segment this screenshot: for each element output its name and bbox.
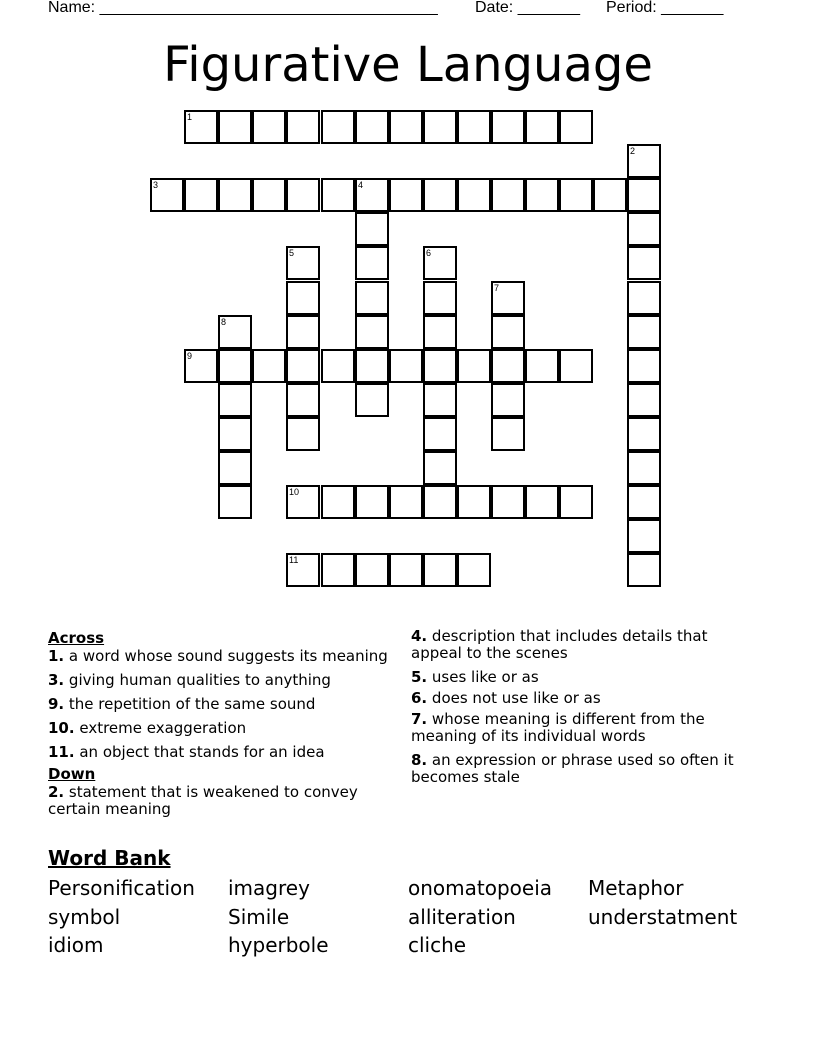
- clue-text: does not use like or as: [431, 689, 601, 707]
- clue-number: 4.: [411, 627, 428, 645]
- crossword-cell[interactable]: [559, 349, 593, 383]
- crossword-cell[interactable]: [491, 178, 525, 212]
- clues-right-column: [411, 628, 756, 793]
- clue-text: giving human qualities to anything: [68, 671, 331, 689]
- cell-number: 4: [358, 180, 364, 190]
- word-bank-word: onomatopoeia: [408, 876, 553, 900]
- crossword-cell[interactable]: [321, 553, 355, 587]
- crossword-cell[interactable]: [389, 485, 423, 519]
- crossword-cell[interactable]: [321, 110, 355, 144]
- crossword-cell[interactable]: [218, 178, 252, 212]
- crossword-cell[interactable]: [627, 315, 661, 349]
- clue-number: 10.: [48, 719, 75, 737]
- crossword-cell[interactable]: [627, 383, 661, 417]
- clue-down-2: [48, 784, 393, 818]
- word-bank-title: Word Bank: [48, 846, 171, 870]
- crossword-cell[interactable]: [286, 417, 320, 451]
- crossword-cell[interactable]: [389, 110, 423, 144]
- clue-text: description that includes details that appeal to the scenes: [411, 627, 708, 662]
- cell-number: 6: [426, 248, 432, 258]
- cell-number: 2: [630, 146, 636, 156]
- crossword-cell[interactable]: [286, 178, 320, 212]
- clue-down-7: [411, 711, 756, 745]
- crossword-cell[interactable]: [423, 553, 457, 587]
- cell-number: 9: [187, 351, 193, 361]
- clue-across-10: [48, 720, 393, 737]
- crossword-cell[interactable]: [627, 553, 661, 587]
- cell-number: 8: [221, 317, 227, 327]
- page-title: Figurative Language: [163, 37, 653, 93]
- crossword-cell[interactable]: [627, 349, 661, 383]
- word-bank-word: Personification: [48, 876, 195, 900]
- clues-left-column: [48, 628, 393, 825]
- crossword-cell[interactable]: [423, 417, 457, 451]
- clue-text: the repetition of the same sound: [68, 695, 316, 713]
- crossword-cell[interactable]: [457, 110, 491, 144]
- name-field[interactable]: Name: ______________________________________: [48, 0, 438, 16]
- crossword-cell[interactable]: [218, 383, 252, 417]
- crossword-cell[interactable]: [491, 383, 525, 417]
- crossword-cell[interactable]: [423, 383, 457, 417]
- crossword-cell[interactable]: [355, 212, 389, 246]
- crossword-cell[interactable]: [218, 315, 252, 349]
- crossword-cell[interactable]: [286, 281, 320, 315]
- clue-down-6: [411, 690, 756, 707]
- cell-number: 3: [153, 180, 159, 190]
- clue-number: 1.: [48, 647, 65, 665]
- clue-across-3: [48, 672, 393, 689]
- clue-across-1: [48, 648, 393, 665]
- word-bank: [48, 844, 768, 957]
- crossword-cell[interactable]: [321, 485, 355, 519]
- crossword-cell[interactable]: [252, 110, 286, 144]
- crossword-cell[interactable]: [286, 315, 320, 349]
- crossword-cell[interactable]: [627, 178, 661, 212]
- crossword-cell[interactable]: [423, 315, 457, 349]
- crossword-cell[interactable]: [355, 110, 389, 144]
- word-bank-word: symbol: [48, 905, 121, 929]
- cell-number: 1: [187, 112, 193, 122]
- crossword-cell[interactable]: [389, 553, 423, 587]
- period-field[interactable]: Period: _______: [606, 0, 724, 16]
- clue-number: 6.: [411, 689, 428, 707]
- crossword-cell[interactable]: [491, 281, 525, 315]
- crossword-cell[interactable]: [423, 485, 457, 519]
- clue-text: a word whose sound suggests its meaning: [68, 647, 388, 665]
- crossword-cell[interactable]: [355, 315, 389, 349]
- clue-number: 3.: [48, 671, 65, 689]
- clue-number: 2.: [48, 783, 65, 801]
- crossword-cell[interactable]: [184, 110, 218, 144]
- cell-number: 11: [289, 555, 299, 565]
- crossword-cell[interactable]: [423, 281, 457, 315]
- crossword-cell[interactable]: [355, 281, 389, 315]
- crossword-cell[interactable]: [184, 349, 218, 383]
- crossword-cell[interactable]: [389, 349, 423, 383]
- crossword-cell[interactable]: [525, 485, 559, 519]
- crossword-cell[interactable]: [355, 349, 389, 383]
- across-heading: Across: [48, 629, 105, 647]
- cell-number: 7: [494, 283, 500, 293]
- crossword-cell[interactable]: [389, 178, 423, 212]
- clue-down-5: [411, 669, 756, 686]
- crossword-cell[interactable]: [321, 178, 355, 212]
- crossword-cell[interactable]: [355, 553, 389, 587]
- crossword-cell[interactable]: [355, 485, 389, 519]
- clue-down-8: [411, 752, 756, 786]
- crossword-cell[interactable]: [286, 349, 320, 383]
- crossword-cell[interactable]: [491, 110, 525, 144]
- crossword-cell[interactable]: [286, 553, 320, 587]
- clue-number: 9.: [48, 695, 65, 713]
- crossword-cell[interactable]: [559, 178, 593, 212]
- crossword-cell[interactable]: [491, 315, 525, 349]
- crossword-cell[interactable]: [457, 553, 491, 587]
- crossword-cell[interactable]: [593, 178, 627, 212]
- crossword-cell[interactable]: [627, 144, 661, 178]
- crossword-cell[interactable]: [627, 212, 661, 246]
- crossword-cell[interactable]: [525, 178, 559, 212]
- clue-text: an expression or phrase used so often it becomes stale: [411, 751, 734, 786]
- crossword-cell[interactable]: [559, 110, 593, 144]
- clue-number: 8.: [411, 751, 428, 769]
- word-bank-word: Simile: [228, 905, 290, 929]
- crossword-cell[interactable]: [627, 281, 661, 315]
- crossword-cell[interactable]: [491, 485, 525, 519]
- clue-text: an object that stands for an idea: [79, 743, 325, 761]
- crossword-cell[interactable]: [491, 349, 525, 383]
- crossword-cell[interactable]: [150, 178, 184, 212]
- crossword-cell[interactable]: [252, 178, 286, 212]
- crossword-cell[interactable]: [355, 246, 389, 280]
- crossword-cell[interactable]: [423, 178, 457, 212]
- crossword-cell[interactable]: [286, 485, 320, 519]
- word-bank-word: understatment: [588, 905, 738, 929]
- word-bank-word: hyperbole: [228, 933, 329, 957]
- crossword-cell[interactable]: [423, 246, 457, 280]
- word-bank-word: imagrey: [228, 876, 310, 900]
- clue-text: extreme exaggeration: [79, 719, 247, 737]
- crossword-cell[interactable]: [286, 110, 320, 144]
- crossword-cell[interactable]: [457, 349, 491, 383]
- crossword-cell[interactable]: [252, 349, 286, 383]
- cell-number: 5: [289, 248, 295, 258]
- clue-number: 7.: [411, 710, 428, 728]
- clue-text: statement that is weakened to convey certain meaning: [48, 783, 358, 818]
- clue-across-9: [48, 696, 393, 713]
- crossword-cell[interactable]: [218, 349, 252, 383]
- crossword-cell[interactable]: [218, 110, 252, 144]
- crossword-cell[interactable]: [525, 349, 559, 383]
- crossword-cell[interactable]: [423, 451, 457, 485]
- crossword-cell[interactable]: [184, 178, 218, 212]
- word-bank-word: alliteration: [408, 905, 516, 929]
- word-bank-word: Metaphor: [588, 876, 684, 900]
- clue-text: whose meaning is different from the meaning of its individual words: [411, 710, 705, 745]
- crossword-cell[interactable]: [423, 110, 457, 144]
- crossword-cell[interactable]: [218, 485, 252, 519]
- clue-number: 5.: [411, 668, 428, 686]
- crossword-cell[interactable]: [627, 451, 661, 485]
- crossword-cell[interactable]: [491, 417, 525, 451]
- cell-number: 10: [289, 487, 300, 497]
- crossword-cell[interactable]: [321, 349, 355, 383]
- crossword-cell[interactable]: [355, 383, 389, 417]
- clue-number: 11.: [48, 743, 75, 761]
- crossword-cell[interactable]: [627, 417, 661, 451]
- crossword-cell[interactable]: [218, 417, 252, 451]
- crossword-cell[interactable]: [457, 178, 491, 212]
- crossword-cell[interactable]: [286, 383, 320, 417]
- crossword-cell[interactable]: [559, 485, 593, 519]
- word-bank-word: cliche: [408, 933, 467, 957]
- crossword-cell[interactable]: [627, 246, 661, 280]
- crossword-cell[interactable]: [286, 246, 320, 280]
- crossword-cell[interactable]: [423, 349, 457, 383]
- crossword-cell[interactable]: [627, 485, 661, 519]
- clue-down-4: [411, 628, 756, 662]
- clue-across-11: [48, 744, 393, 761]
- word-bank-word: idiom: [48, 933, 104, 957]
- crossword-cell[interactable]: [457, 485, 491, 519]
- crossword-cell[interactable]: [218, 451, 252, 485]
- clue-text: uses like or as: [431, 668, 539, 686]
- date-field[interactable]: Date: _______: [475, 0, 580, 16]
- crossword-cell[interactable]: [627, 519, 661, 553]
- crossword-cell[interactable]: [355, 178, 389, 212]
- crossword-cell[interactable]: [525, 110, 559, 144]
- down-heading: Down: [48, 765, 96, 783]
